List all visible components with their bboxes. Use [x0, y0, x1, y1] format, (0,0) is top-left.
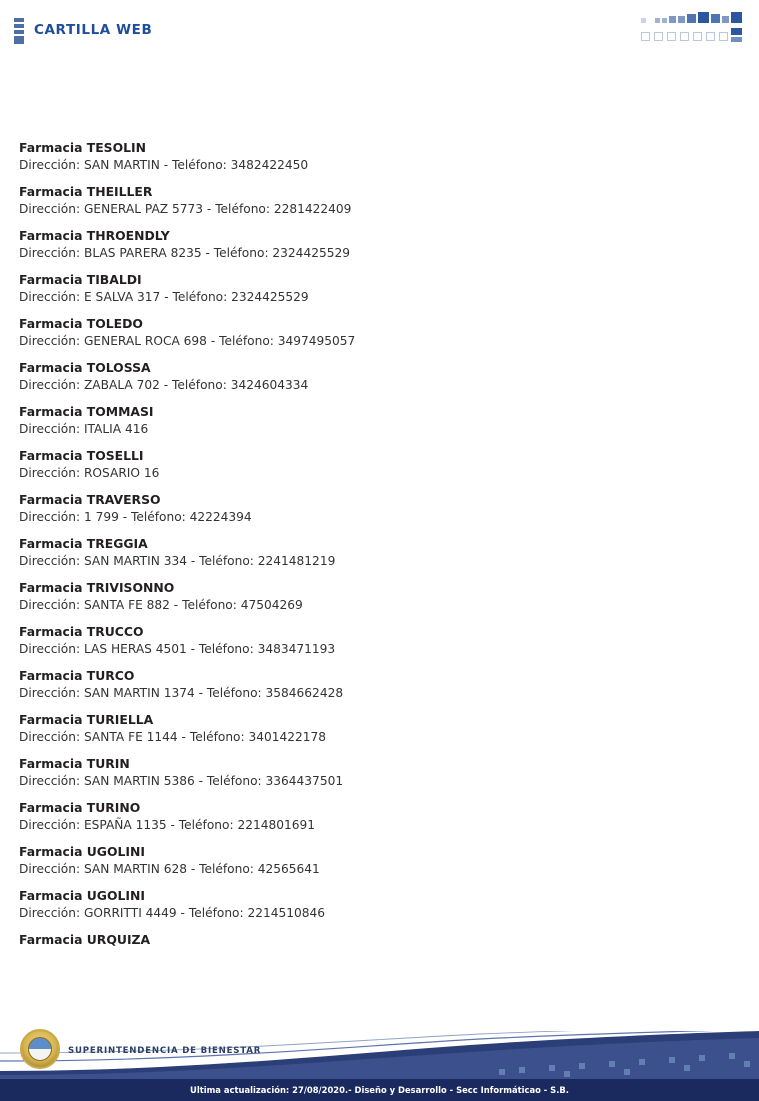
pharmacy-name: Farmacia TESOLIN: [19, 140, 146, 155]
pharmacy-name: Farmacia TOMMASI: [19, 404, 154, 419]
list-item: [19, 712, 719, 745]
pharmacy-list: [19, 140, 719, 959]
pharmacy-detail: Dirección: SAN MARTIN 1374 - Teléfono: 3584662428: [19, 686, 344, 700]
list-item: [19, 404, 719, 437]
pharmacy-name: Farmacia TURIN: [19, 756, 130, 771]
pharmacy-detail: Dirección: GORRITTI 4449 - Teléfono: 2214510846: [19, 906, 326, 920]
page-header: [0, 0, 759, 62]
pharmacy-name: Farmacia THEILLER: [19, 184, 153, 199]
pharmacy-name: Farmacia TRIVISONNO: [19, 580, 175, 595]
pharmacy-detail: Dirección: ROSARIO 16: [19, 466, 160, 480]
pharmacy-detail: Dirección: ESPAÑA 1135 - Teléfono: 2214801691: [19, 818, 315, 832]
pharmacy-detail: Dirección: SAN MARTIN 5386 - Teléfono: 3364437501: [19, 774, 344, 788]
bar-segments-icon: [14, 18, 24, 44]
pharmacy-detail: Dirección: SAN MARTIN - Teléfono: 3482422450: [19, 158, 309, 172]
coat-of-arms-seal-icon: [20, 1029, 60, 1069]
pharmacy-name: Farmacia TURIELLA: [19, 712, 154, 727]
pharmacy-name: Farmacia UGOLINI: [19, 888, 145, 903]
list-item: [19, 536, 719, 569]
pharmacy-detail: Dirección: E SALVA 317 - Teléfono: 2324425529: [19, 290, 309, 304]
pharmacy-name: Farmacia TOLEDO: [19, 316, 143, 331]
list-item: [19, 580, 719, 613]
pixel-mosaic-icon: [641, 8, 749, 50]
pharmacy-detail: Dirección: SAN MARTIN 628 - Teléfono: 42565641: [19, 862, 320, 876]
pharmacy-name: Farmacia TIBALDI: [19, 272, 142, 287]
pharmacy-detail: Dirección: GENERAL PAZ 5773 - Teléfono: 2281422409: [19, 202, 352, 216]
list-item: [19, 756, 719, 789]
list-item: [19, 272, 719, 305]
page-title: CARTILLA WEB: [34, 22, 153, 38]
pharmacy-detail: Dirección: GENERAL ROCA 698 - Teléfono: 3497495057: [19, 334, 356, 348]
pharmacy-name: Farmacia TURCO: [19, 668, 135, 683]
footer-update-bar: [0, 1079, 759, 1101]
list-item: [19, 800, 719, 833]
list-item: [19, 360, 719, 393]
pharmacy-name: Farmacia UGOLINI: [19, 844, 145, 859]
list-item: [19, 316, 719, 349]
pharmacy-name: Farmacia TRUCCO: [19, 624, 144, 639]
list-item: [19, 888, 719, 921]
list-item: [19, 140, 719, 173]
pharmacy-name: Farmacia THROENDLY: [19, 228, 170, 243]
pharmacy-detail: Dirección: ZABALA 702 - Teléfono: 3424604334: [19, 378, 309, 392]
list-item: [19, 448, 719, 481]
last-update-text: Ultima actualización: 27/08/2020.- Diseño y Desarrollo - Secc Informáticao - S.B.: [190, 1085, 569, 1095]
pharmacy-detail: Dirección: BLAS PARERA 8235 - Teléfono: 2324425529: [19, 246, 350, 260]
pharmacy-detail: Dirección: SAN MARTIN 334 - Teléfono: 2241481219: [19, 554, 336, 568]
list-item: [19, 932, 719, 948]
pharmacy-detail: Dirección: LAS HERAS 4501 - Teléfono: 3483471193: [19, 642, 336, 656]
organization-name: SUPERINTENDENCIA DE BIENESTAR: [68, 1046, 262, 1056]
seal-inner-shield: [28, 1037, 52, 1061]
pharmacy-detail: Dirección: SANTA FE 1144 - Teléfono: 3401422178: [19, 730, 327, 744]
pharmacy-detail: Dirección: ITALIA 416: [19, 422, 149, 436]
list-item: [19, 668, 719, 701]
footer-pixel-mosaic-icon: [459, 1049, 759, 1079]
pharmacy-detail: Dirección: SANTA FE 882 - Teléfono: 47504269: [19, 598, 303, 612]
pharmacy-name: Farmacia TOSELLI: [19, 448, 144, 463]
page-footer: [0, 1019, 759, 1101]
list-item: [19, 844, 719, 877]
pharmacy-name: Farmacia TOLOSSA: [19, 360, 151, 375]
list-item: [19, 184, 719, 217]
list-item: [19, 228, 719, 261]
list-item: [19, 492, 719, 525]
pharmacy-detail: Dirección: 1 799 - Teléfono: 42224394: [19, 510, 252, 524]
pharmacy-name: Farmacia TURINO: [19, 800, 141, 815]
list-item: [19, 624, 719, 657]
pharmacy-name: Farmacia TREGGIA: [19, 536, 148, 551]
pharmacy-name: Farmacia TRAVERSO: [19, 492, 161, 507]
pharmacy-name: Farmacia URQUIZA: [19, 932, 151, 947]
